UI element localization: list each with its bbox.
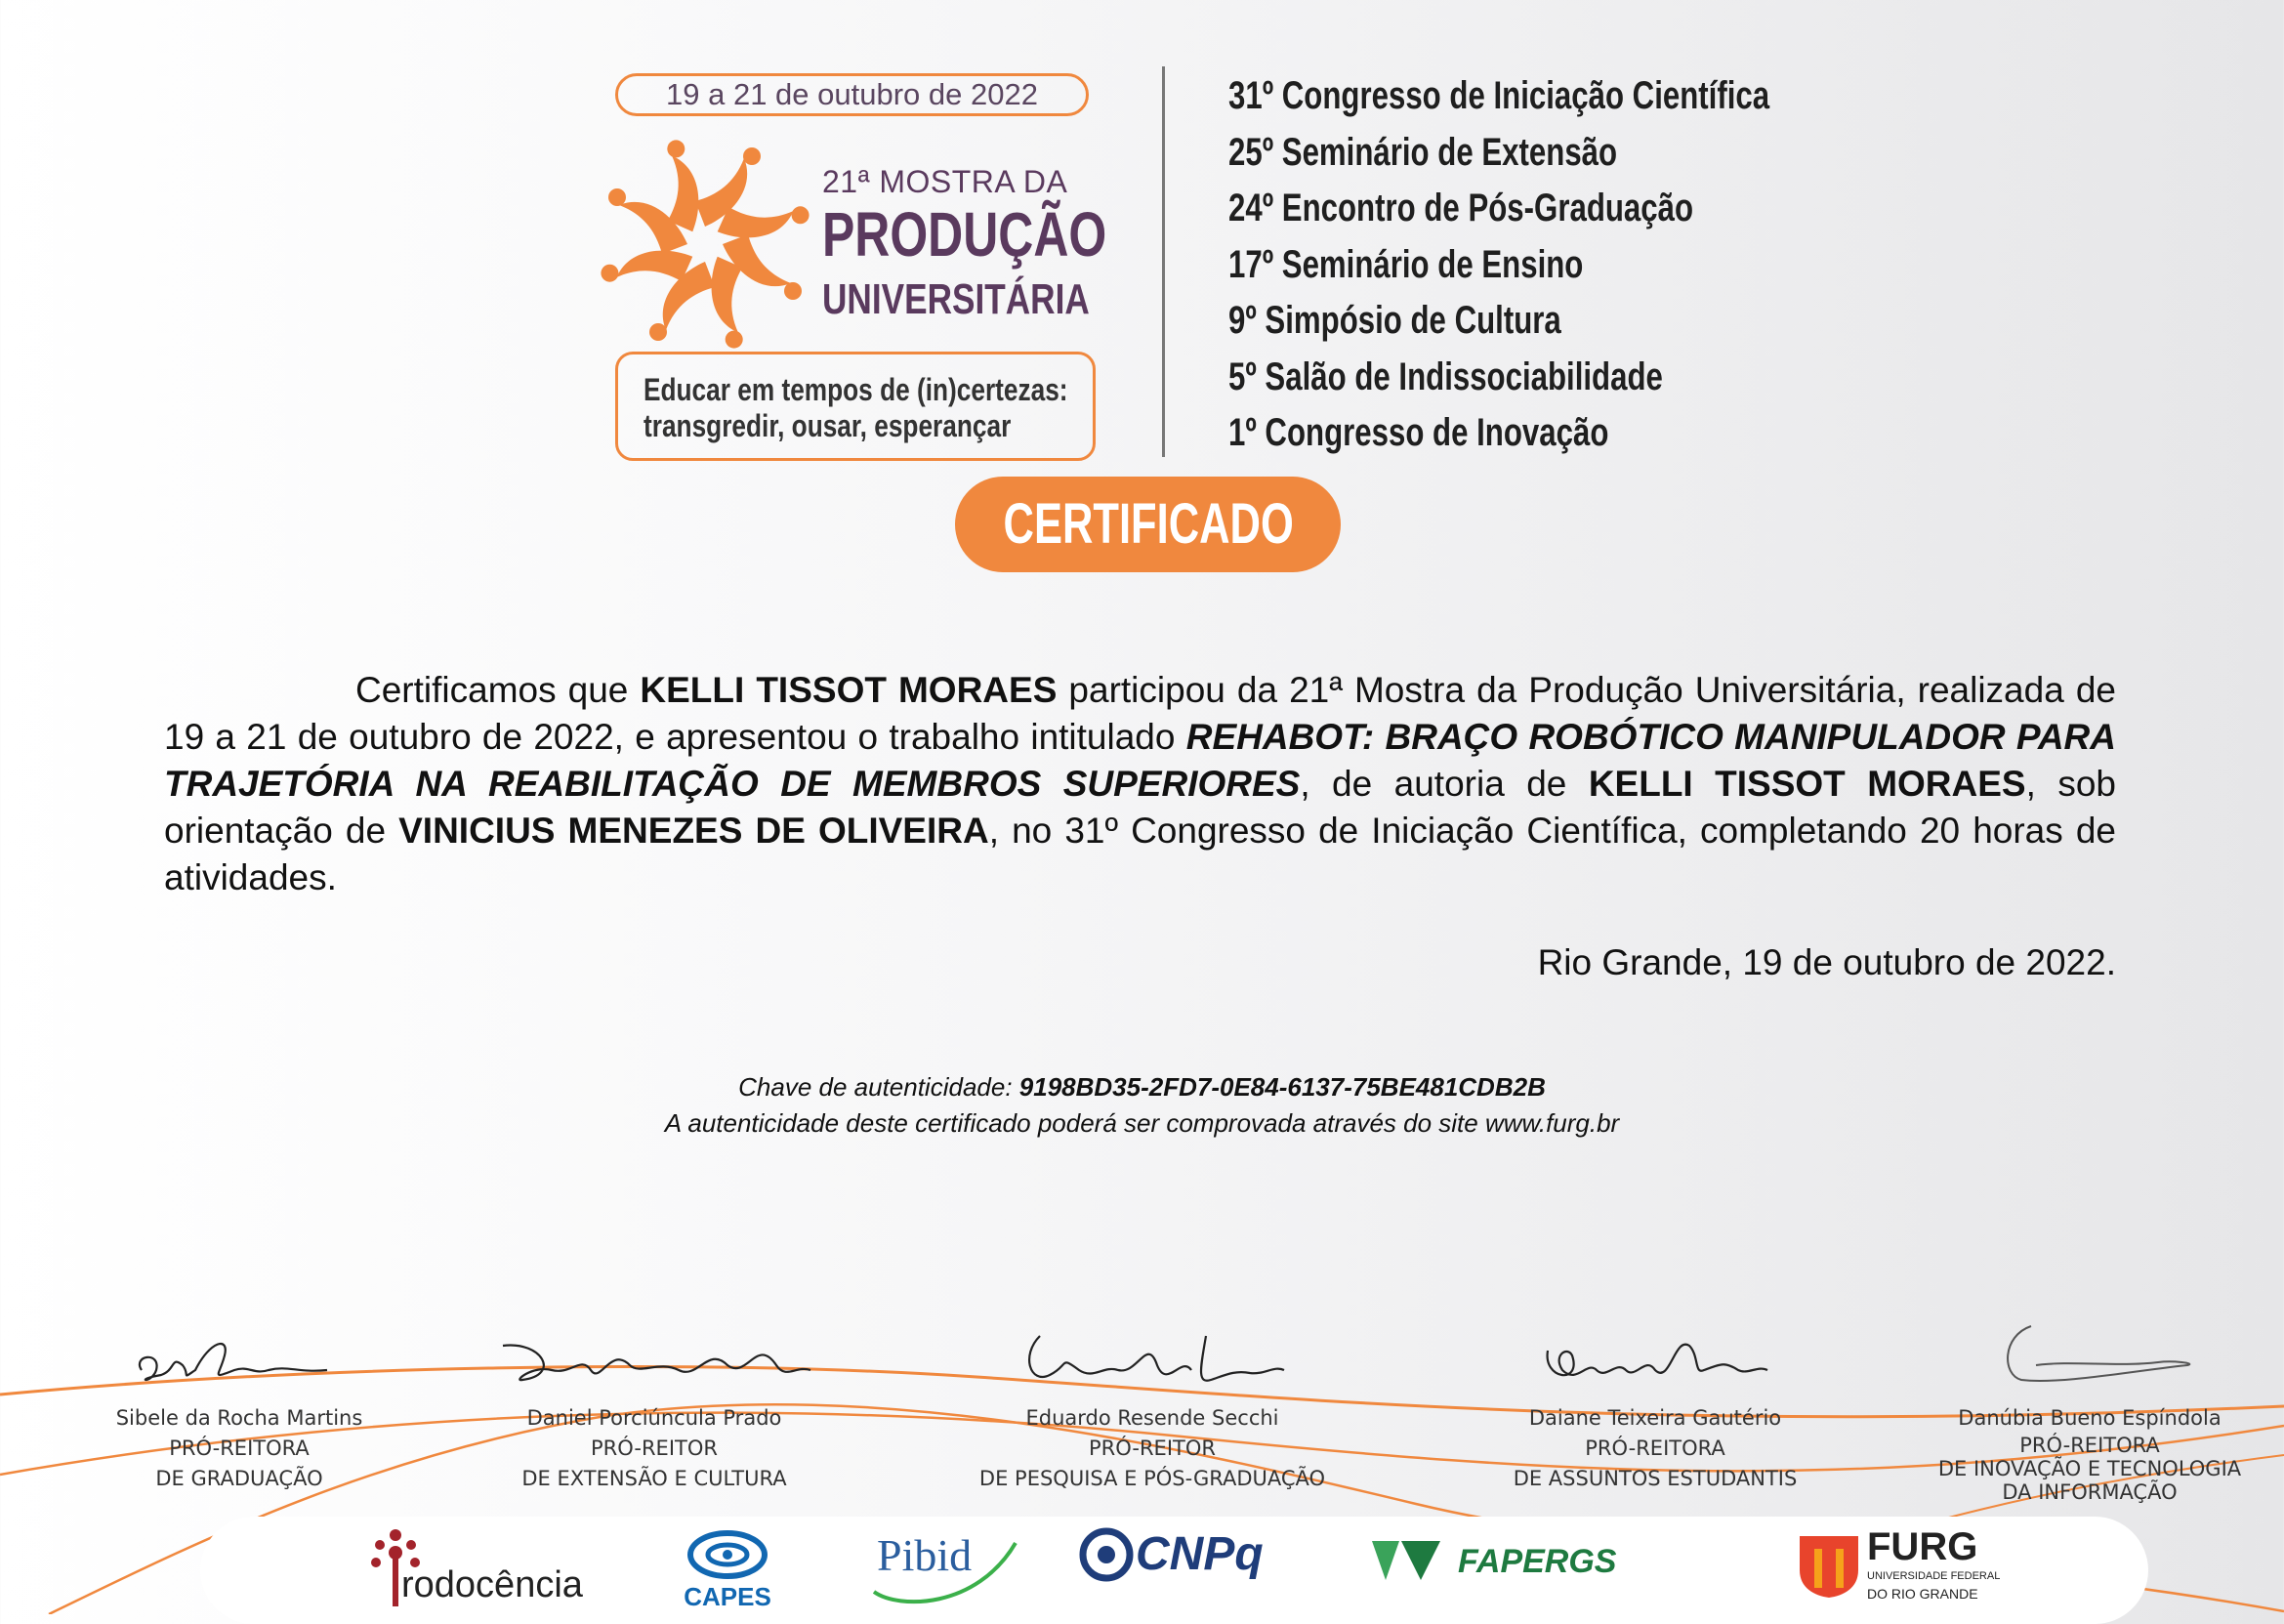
- theme-line-2: transgredir, ousar, esperançar: [644, 408, 1012, 443]
- authenticity-key-line: [0, 1072, 2284, 1103]
- header-divider: [1162, 66, 1165, 457]
- cnpq-wordmark: CNPq: [1136, 1528, 1264, 1580]
- furg-subtitle-2: DO RIO GRANDE: [1867, 1586, 1978, 1602]
- capes-logo: [679, 1523, 776, 1611]
- signer-role: PRÓ-REITOR: [591, 1437, 718, 1460]
- signer-name: Danúbia Bueno Espíndola: [1958, 1406, 2222, 1430]
- furg-crest-icon: [1795, 1531, 1863, 1600]
- author-name: KELLI TISSOT MORAES: [1588, 764, 2026, 804]
- handwritten-signature: [1963, 1316, 2217, 1399]
- fapergs-wordmark: FAPERGS: [1458, 1543, 1617, 1580]
- certificate-label: CERTIFICADO: [1003, 492, 1294, 556]
- handwritten-signature: [493, 1326, 815, 1399]
- signer-name: Daiane Teixeira Gautério: [1528, 1406, 1782, 1430]
- signer-role: DE INOVAÇÃO E TECNOLOGIA: [1937, 1457, 2242, 1480]
- event-list: [1228, 68, 1922, 462]
- signer-role: DE ASSUNTOS ESTUDANTIS: [1513, 1467, 1798, 1490]
- signer-role: DA INFORMAÇÃO: [2002, 1480, 2178, 1504]
- event-item: 25º Seminário de Extensão: [1228, 130, 1618, 174]
- signer-role: DE PESQUISA E PÓS-GRADUAÇÃO: [978, 1467, 1326, 1490]
- signer-role: PRÓ-REITORA: [2019, 1434, 2160, 1457]
- mostra-title-producao: PRODUÇÃO: [822, 199, 1107, 270]
- fapergs-logo: [1372, 1523, 1626, 1602]
- mostra-edition-label: 21ª MOSTRA DA: [822, 164, 1068, 199]
- theme-line-1: Educar em tempos de (in)certezas:: [644, 372, 1068, 407]
- signer-name: Eduardo Resende Secchi: [1025, 1406, 1279, 1430]
- signer-role: PRÓ-REITORA: [1585, 1437, 1725, 1460]
- signature-block: [488, 1326, 820, 1494]
- event-item: 17º Seminário de Ensino: [1228, 242, 1584, 286]
- capes-wordmark: CAPES: [684, 1582, 771, 1611]
- cnpq-logo: [1079, 1523, 1284, 1611]
- signer-name: Sibele da Rocha Martins: [115, 1406, 363, 1430]
- mostra-flower-logo: [598, 137, 812, 352]
- place-and-date: Rio Grande, 19 de outubro de 2022.: [1537, 942, 2116, 982]
- pibid-wordmark: Pibid: [877, 1530, 973, 1580]
- event-item: 9º Simpósio de Cultura: [1228, 299, 1561, 342]
- handwritten-signature: [1011, 1326, 1294, 1399]
- work-title: REHABOT: BRAÇO ROBÓTICO MANIPULADOR PARA TRAJETÓRIA NA REABILITAÇÃO DE MEMBROS SUPERIORES: [164, 717, 2116, 804]
- participant-name: KELLI TISSOT MORAES: [640, 670, 1058, 710]
- body-text-3: , de autoria de: [1300, 764, 1589, 804]
- advisor-name: VINICIUS MENEZES DE OLIVEIRA: [398, 811, 989, 851]
- authenticity-key: 9198BD35-2FD7-0E84-6137-75BE481CDB2B: [1018, 1072, 1546, 1102]
- mostra-title-universitaria: UNIVERSITÁRIA: [822, 275, 1090, 323]
- signature-block: [88, 1326, 391, 1494]
- handwritten-signature: [1533, 1326, 1777, 1399]
- authenticity-note: A autenticidade deste certificado poderá ser comprovada através do site www.furg.br: [664, 1108, 1620, 1138]
- body-text-2: participou da 21ª Mostra da Produção Universitária, realizada de 19 a 21 de outubro de 2022, e apresentou o trabalho intitulado: [164, 670, 2116, 757]
- prodocencia-logo: [366, 1523, 591, 1611]
- event-item: 31º Congresso de Iniciação Científica: [1228, 74, 1770, 117]
- event-date-pill: 19 a 21 de outubro de 2022: [615, 73, 1089, 116]
- certificate-banner: [955, 477, 1341, 572]
- furg-logo: [1795, 1523, 2001, 1611]
- furg-wordmark: FURG: [1867, 1525, 1978, 1568]
- body-text-4: , sob orientação de: [164, 764, 2117, 851]
- event-item: 1º Congresso de Inovação: [1228, 411, 1609, 454]
- body-text-1: Certificamos que: [355, 670, 641, 710]
- theme-box: [615, 352, 1096, 461]
- handwritten-signature: [122, 1326, 356, 1399]
- signature-block: [1494, 1326, 1816, 1494]
- furg-subtitle-1: UNIVERSIDADE FEDERAL: [1867, 1570, 2001, 1582]
- signer-role: PRÓ-REITOR: [1089, 1437, 1216, 1460]
- event-item: 24º Encontro de Pós-Graduação: [1228, 187, 1694, 229]
- signer-role: DE GRADUAÇÃO: [155, 1467, 323, 1490]
- event-item: 5º Salão de Indissociabilidade: [1228, 354, 1663, 398]
- fapergs-icon: [1372, 1541, 1440, 1584]
- authenticity-key-label: Chave de autenticidade:: [738, 1072, 1019, 1102]
- cnpq-icon: [1079, 1527, 1134, 1582]
- signer-name: Daniel Porciúncula Prado: [526, 1406, 782, 1430]
- signature-block: [967, 1326, 1338, 1494]
- signer-role: PRÓ-REITORA: [169, 1437, 310, 1460]
- signer-role: DE EXTENSÃO E CULTURA: [521, 1467, 787, 1490]
- signature-block: [1909, 1316, 2270, 1504]
- prodocencia-wordmark: rodocência: [401, 1564, 583, 1605]
- pibid-logo: [869, 1523, 1025, 1609]
- capes-icon: [684, 1527, 771, 1582]
- certificate-body: [164, 667, 2116, 901]
- body-text-5: , no 31º Congresso de Iniciação Científica, completando 20 horas de atividades.: [164, 811, 2116, 897]
